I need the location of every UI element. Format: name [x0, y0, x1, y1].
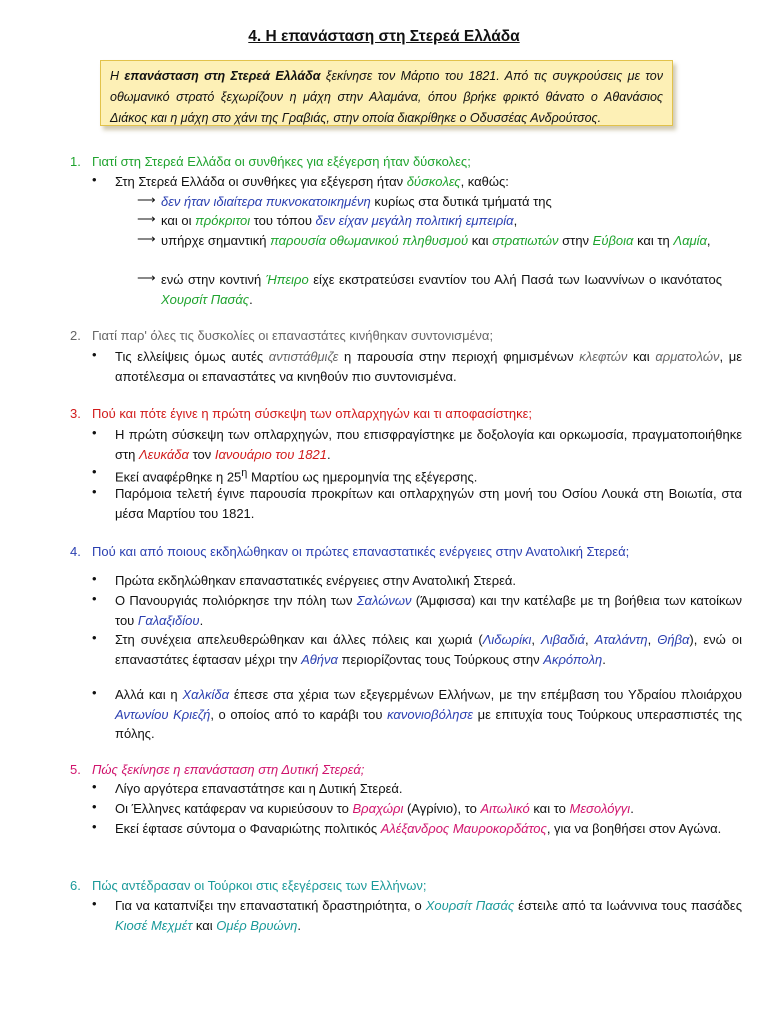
bullet-icon: • — [92, 425, 97, 440]
arrow-icon: ⟶ — [137, 192, 156, 207]
question-5 — [70, 760, 730, 779]
text: Εκεί έφτασε σύντομα ο Φαναριώτης πολιτικός — [115, 821, 381, 836]
highlight: στρατιωτών — [492, 233, 559, 248]
bullet-icon: • — [92, 630, 97, 645]
highlight: Ακρόπολη — [543, 651, 603, 667]
bullet-icon: • — [92, 896, 97, 911]
text: και τη — [633, 233, 674, 248]
page-title: 4. Η επανάσταση στη Στερεά Ελλάδα — [248, 28, 520, 45]
text: έστειλε από τα Ιωάννινα τους πασάδες — [514, 898, 742, 913]
highlight: Αλέξανδρος Μαυροκορδάτος — [380, 821, 547, 836]
highlight: πρόκριτοι — [195, 213, 251, 228]
highlight: αντιστάθμιζε — [268, 349, 339, 364]
highlight: δεν είχαν μεγάλη πολιτική εμπειρία — [315, 213, 514, 228]
text: Αλλά και η — [115, 687, 183, 702]
highlight: Γαλαξιδίου — [137, 612, 200, 628]
bullet-icon: • — [92, 484, 97, 499]
question-text: Πώς αντέδρασαν οι Τούρκοι στις εξεγέρσεις των Ελλήνων; — [92, 878, 427, 893]
text: , για να βοηθήσει στον Αγώνα. — [546, 821, 722, 836]
highlight: Κιοσέ Μεχμέτ — [115, 917, 193, 933]
text: . — [199, 612, 204, 628]
bullet-icon: • — [92, 464, 97, 479]
bullet-icon: • — [92, 347, 97, 362]
text: Μαρτίου ως ημερομηνία της εξέγερσης. — [247, 469, 478, 485]
superscript: η — [241, 467, 248, 479]
bullet-icon: • — [92, 779, 97, 794]
text: . — [326, 446, 331, 462]
question-text: Πώς ξεκίνησε η επανάσταση στη Δυτική Στερεά; — [92, 762, 365, 777]
text: Ο Πανουργιάς πολιόρκησε την πόλη των — [115, 593, 357, 608]
text: είχε εκστρατεύσει εναντίον του Αλή Πασά των Ιωαννίνων ο ικανότατος — [308, 272, 722, 287]
highlight: δεν ήταν ιδιαίτερα πυκνοκατοικημένη — [161, 194, 371, 209]
text: , — [584, 632, 595, 647]
text: η παρουσία στην περιοχή φημισμένων — [338, 349, 580, 364]
highlight: Χαλκίδα — [182, 687, 230, 702]
bullet-icon: • — [92, 591, 97, 606]
text: . — [630, 801, 634, 816]
text: , — [706, 233, 711, 248]
bullet-icon: • — [92, 172, 97, 187]
highlight: αρματολών — [655, 349, 720, 364]
text: . — [249, 291, 253, 307]
arrow-icon: ⟶ — [137, 231, 156, 246]
text: , ο οποίος από το καράβι του — [210, 706, 388, 722]
highlight: Αιτωλικό — [480, 801, 530, 816]
text: Παρόμοια τελετή έγινε παρουσία προκρίτων και οπλαρχηγών στη μονή του Οσίου Λουκά στη Βοιωτία, στα μέσα Μαρτίου του 1821. — [115, 486, 742, 521]
text: Η πρώτη σύσκεψη των οπλαρχηγών, που επισφραγίστηκε με δοξολογία και ορκωμοσία, πραγματοποιήθηκε στη — [115, 427, 742, 462]
question-1 — [70, 152, 730, 171]
text: , — [513, 213, 518, 228]
text: Τις ελλείψεις όμως αυτές — [115, 349, 269, 364]
highlight: Αντωνίου Κριεζή — [115, 706, 211, 722]
text: , — [647, 632, 658, 647]
text: . — [297, 917, 302, 933]
question-number: 4. — [70, 544, 81, 559]
highlight: Λαμία — [673, 233, 707, 248]
text: και — [627, 349, 656, 364]
bullet-icon: • — [92, 799, 97, 814]
highlight: Χουρσίτ Πασάς — [161, 291, 250, 307]
highlight: Ήπειρο — [265, 272, 309, 287]
highlight: Λιβαδιά — [541, 632, 585, 647]
text: ενώ στην κοντινή — [161, 272, 266, 287]
text: και οι — [161, 213, 196, 228]
text: Οι Έλληνες κατάφεραν να κυριεύσουν το — [115, 801, 353, 816]
intro-text: Η — [110, 69, 125, 83]
question-3 — [70, 404, 730, 423]
bullet-icon: • — [92, 571, 97, 586]
highlight: Ιανουάριο του 1821 — [214, 446, 327, 462]
question-number: 2. — [70, 328, 81, 343]
highlight: Ομέρ Βρυώνη — [216, 917, 298, 933]
highlight: δύσκολες — [406, 174, 461, 189]
text: , καθώς: — [460, 174, 509, 189]
intro-highlight: επανάσταση στη Στερεά Ελλάδα — [124, 69, 321, 83]
text: υπήρχε σημαντική — [161, 233, 271, 248]
question-text: Γιατί στη Στερεά Ελλάδα οι συνθήκες για εξέγερση ήταν δύσκολες; — [92, 154, 471, 169]
intro-box — [100, 60, 673, 126]
question-4 — [70, 542, 730, 561]
highlight: Λευκάδα — [139, 446, 189, 462]
arrow-icon: ⟶ — [137, 211, 156, 226]
question-6 — [70, 876, 730, 895]
highlight: κλεφτών — [579, 349, 628, 364]
question-text: Γιατί παρ' όλες τις δυσκολίες οι επαναστάτες κινήθηκαν συντονισμένα; — [92, 328, 494, 343]
highlight: κανονιοβόλησε — [387, 706, 473, 722]
text: στην — [558, 233, 593, 248]
text: , — [531, 632, 542, 647]
highlight: Βραχώρι — [352, 801, 404, 816]
highlight: Εύβοια — [592, 233, 634, 248]
question-number: 3. — [70, 406, 81, 421]
text: Πρώτα εκδηλώθηκαν επαναστατικές ενέργειες στην Ανατολική Στερεά. — [115, 573, 517, 588]
text: έπεσε στα χέρια των εξεγερμένων Ελλήνων, με την επέμβαση του Υδραίου πλοιάρχου — [229, 687, 742, 702]
text: Εκεί αναφέρθηκε η 25 — [115, 469, 242, 485]
text: του τόπου — [250, 213, 316, 228]
highlight: παρουσία οθωμανικού πληθυσμού — [270, 233, 469, 248]
text: και το — [529, 801, 570, 816]
question-2 — [70, 326, 730, 345]
text: τον — [188, 446, 215, 462]
highlight: Σαλώνων — [356, 593, 412, 608]
text: περιορίζοντας τους Τούρκους στην — [337, 651, 544, 667]
text: Στη Στερεά Ελλάδα οι συνθήκες για εξέγερση ήταν — [115, 174, 407, 189]
text: , με αποτέλεσμα οι επαναστάτες να κινηθούν πιο συντονισμένα. — [115, 349, 743, 384]
arrow-icon: ⟶ — [137, 270, 156, 285]
question-number: 5. — [70, 762, 81, 777]
question-text: Πού και πότε έγινε η πρώτη σύσκεψη των οπλαρχηγών και τι αποφασίστηκε; — [92, 406, 532, 421]
text: και — [468, 233, 493, 248]
text: . — [602, 651, 606, 667]
highlight: Αταλάντη — [594, 632, 648, 647]
text: (Άμφισσα) και την κατέλαβε με τη βοήθεια των κατοίκων του — [115, 593, 742, 628]
text: Για να καταπνίξει την επαναστατική δραστηριότητα, ο — [115, 898, 426, 913]
highlight: Λιδωρίκι — [482, 632, 532, 647]
highlight: Μεσολόγγι — [569, 801, 631, 816]
text: Λίγο αργότερα επαναστάτησε και η Δυτική Στερεά. — [115, 781, 403, 796]
bullet-icon: • — [92, 685, 97, 700]
text: με επιτυχία τους Τούρκους υπερασπιστές της πόλης. — [115, 706, 742, 741]
bullet-icon: • — [92, 819, 97, 834]
question-number: 1. — [70, 154, 81, 169]
text: Στη συνέχεια απελευθερώθηκαν και άλλες πόλεις και χωριά ( — [115, 632, 483, 647]
text: ), ενώ οι επαναστάτες έφτασαν μέχρι την — [115, 632, 742, 667]
intro-text-rest: ξεκίνησε τον Μάρτιο του 1821. Από τις συγκρούσεις με τον οθωμανικό στρατό ξεχωρίζουν η μάχη στην Αλαμάνα, όπου βρήκε φρικτό θάνατο ο Αθανάσιος Διάκος και η μάχη στο χάνι της Γραβιάς, στην οποία διακρίθηκε ο Οδυσσέας Ανδρούτσος. — [110, 69, 664, 125]
question-number: 6. — [70, 878, 81, 893]
highlight: Θήβα — [657, 632, 690, 647]
text: (Αγρίνιο), το — [403, 801, 481, 816]
text: κυρίως στα δυτικά τμήματά της — [370, 194, 552, 209]
question-text: Πού και από ποιους εκδηλώθηκαν οι πρώτες επαναστατικές ενέργειες στην Ανατολική Στερεά; — [92, 544, 630, 559]
highlight: Αθήνα — [301, 651, 338, 667]
text: και — [192, 917, 217, 933]
highlight: Χουρσίτ Πασάς — [425, 898, 515, 913]
